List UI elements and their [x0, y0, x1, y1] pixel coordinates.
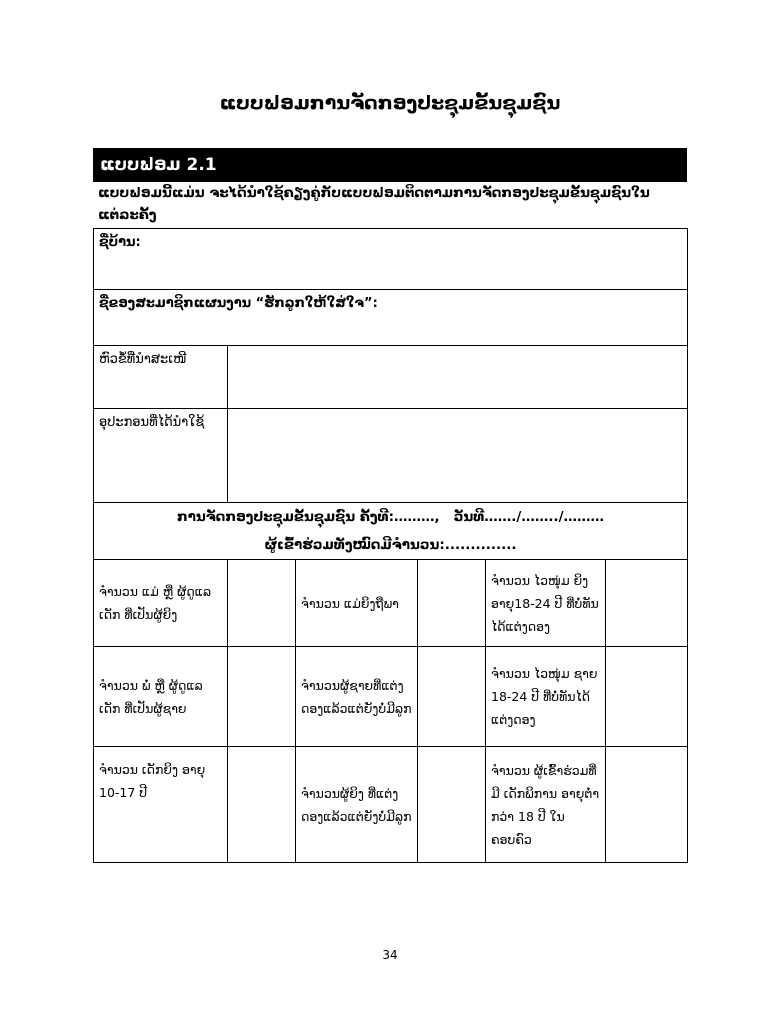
- participants-with-disabled-children-count-label: ຈຳນວນ ຜູ້ເຂົ້າຮ່ວມທີ່ມີ ເດັກພິການ ອາຍຸຕ່ຳກວ່າ 18 ປີ ໃນຄອບຄົວ: [486, 747, 606, 863]
- participant-count-row: [94, 647, 688, 747]
- male-caregivers-count-label: ຈຳນວນ ພໍ່ ຫຼື ຜູ້ດູແລເດັກ ທີ່ເປັນຜູ້ຊາຍ: [94, 647, 228, 747]
- unmarried-young-women-count-field: [606, 560, 688, 647]
- female-caregivers-count-label: ຈຳນວນ ແມ່ ຫຼື ຜູ້ດູແລເດັກ ທີ່ເປັນຜູ້ຍິງ: [94, 560, 228, 647]
- village-name-row: [94, 229, 688, 290]
- male-caregivers-count-field: [228, 647, 296, 747]
- unmarried-young-men-count-field: [606, 647, 688, 747]
- meeting-number-date-line: ການຈັດກອງປະຊຸມຂັ້ນຊຸມຊົນ ຄັ້ງທີ:………, ວັນທີ……./……../………: [177, 509, 605, 525]
- married-men-no-children-count-field: [418, 647, 486, 747]
- form-description: ແບບຟອມນີ້ແມ່ນ ຈະໄດ້ນຳໃຊ້ຄຽງຄູ່ກັບແບບຟອມຕິດຕາມການຈັດກອງປະຊຸມຂັ້ນຊຸມຊົນໃນແຕ່ລະຄັ້ງ: [98, 185, 650, 223]
- girls-10-17-count-label: ຈຳນວນ ເດັກຍິງ ອາຍຸ 10-17 ປີ: [94, 747, 228, 863]
- total-participants-line: ຜູ້ເຂົ້າຮ່ວມທັງໝົດມີຈຳນວນ:..............: [264, 537, 517, 553]
- married-women-no-children-count-label: ຈຳນວນຜູ້ຍິງ ທີ່ແຕ່ງດອງແລ້ວແຕ່ຍັງບໍ່ມີລູກ: [296, 747, 418, 863]
- form-title: ແບບຟອມການຈັດກອງປະຊຸມຂັ້ນຊຸມຊົນ: [219, 92, 561, 114]
- materials-row: [94, 409, 688, 503]
- program-member-row: [94, 290, 688, 346]
- unmarried-young-women-count-label: ຈຳນວນ ໄວໜຸ່ມ ຍິງ ອາຍຸ18-24 ປີ ທີ່ບໍ່ທັນໄດ້ແຕ່ງດອງ: [486, 560, 606, 647]
- materials-used-label: ອຸປະກອນທີ່ໄດ້ນຳໃຊ້: [94, 409, 228, 503]
- married-men-no-children-count-label: ຈຳນວນຜູ້ຊາຍທີ່ແຕ່ງດອງແລ້ວແຕ່ຍັງບໍ່ມີລູກ: [296, 647, 418, 747]
- form-number-label: ແບບຟອມ 2.1: [100, 155, 217, 175]
- program-member-name-field: [94, 290, 688, 346]
- form-number-header: [93, 148, 687, 182]
- participants-with-disabled-children-count-field: [606, 747, 688, 863]
- married-women-no-children-count-field: [418, 747, 486, 863]
- unmarried-young-men-count-label: ຈຳນວນ ໄວໜຸ່ມ ຊາຍ 18-24 ປີ ທີ່ບໍ່ທັນໄດ້ແຕ່ງດອງ: [486, 647, 606, 747]
- participant-count-row: [94, 560, 688, 647]
- materials-used-field: [228, 409, 688, 503]
- topic-row: [94, 346, 688, 409]
- page-number: 34: [382, 948, 398, 962]
- meeting-info-row: [94, 503, 688, 560]
- meeting-info-cell: [94, 503, 688, 560]
- female-caregivers-count-field: [228, 560, 296, 647]
- pregnant-women-count-field: [418, 560, 486, 647]
- girls-10-17-count-field: [228, 747, 296, 863]
- topic-presented-label: ຫົວຂໍ້ທີ່ນຳສະເໜີ: [94, 346, 228, 409]
- participant-count-row: [94, 747, 688, 863]
- program-member-name-label: ຊື່ຂອງສະມາຊິກແຜນງານ “ຮັກລູກໃຫ້ໃສ່ໃຈ”:: [99, 296, 378, 311]
- village-name-field: [94, 229, 688, 290]
- meeting-form-table: [93, 228, 688, 863]
- village-name-label: ຊື່ບ້ານ:: [99, 235, 141, 250]
- pregnant-women-count-label: ຈຳນວນ ແມ່ຍິງຖືພາ: [296, 560, 418, 647]
- topic-presented-field: [228, 346, 688, 409]
